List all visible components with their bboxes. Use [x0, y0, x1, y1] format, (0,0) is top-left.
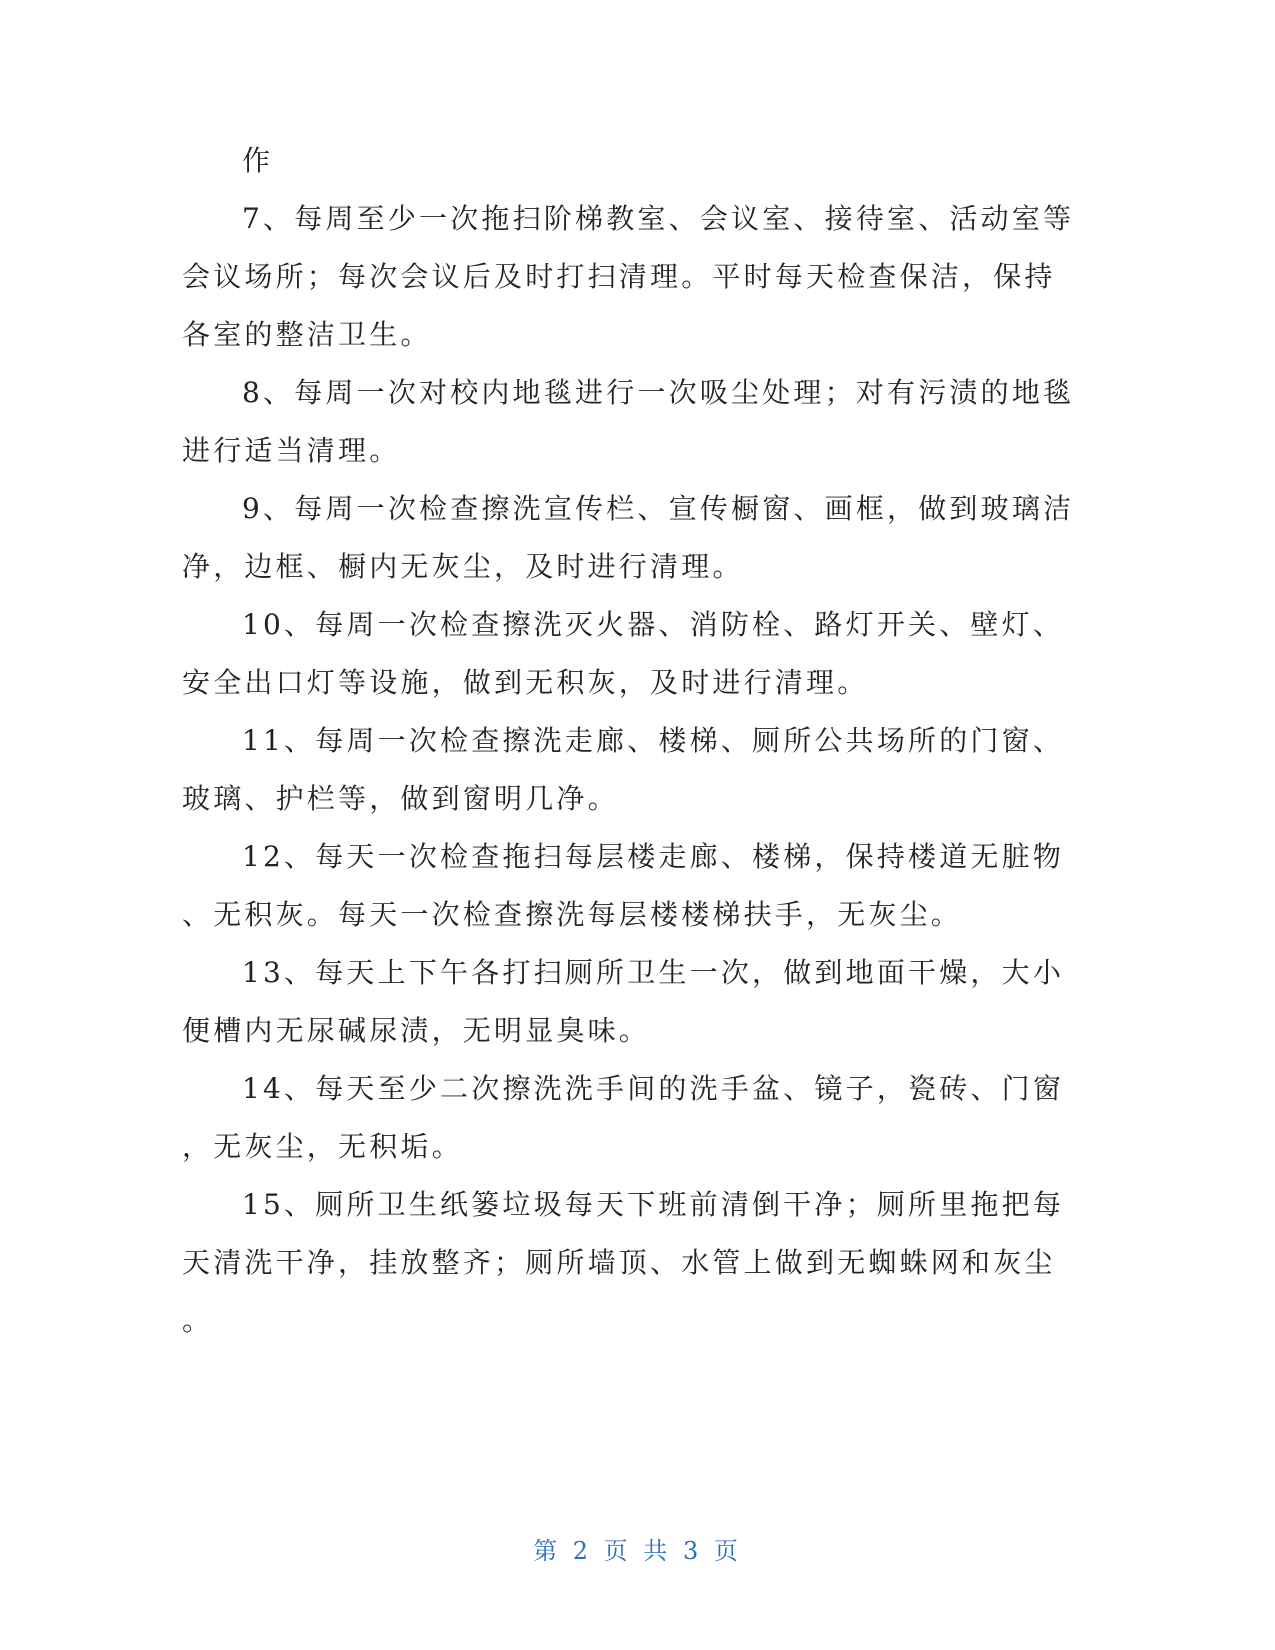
text-line-12: 玻璃、护栏等，做到窗明几净。: [182, 782, 619, 815]
text-line-1: 作: [242, 144, 274, 177]
text-line-14: 、无积灰。每天一次检查擦洗每层楼楼梯扶手，无灰尘。: [182, 898, 963, 931]
text-line-2: 7、每周至少一次拖扫阶梯教室、会议室、接待室、活动室等: [242, 202, 1075, 235]
page-number-label: 第 2 页 共 3 页: [533, 1537, 742, 1565]
text-line-19: 15、厕所卫生纸篓垃圾每天下班前清倒干净；厕所里拖把每: [242, 1188, 1065, 1221]
text-line-21: 。: [182, 1304, 214, 1337]
text-line-11: 11、每周一次检查擦洗走廊、楼梯、厕所公共场所的门窗、: [242, 724, 1065, 757]
text-line-3: 会议场所；每次会议后及时打扫清理。平时每天检查保洁，保持: [182, 260, 1056, 293]
text-line-13: 12、每天一次检查拖扫每层楼走廊、楼梯，保持楼道无脏物: [242, 840, 1065, 873]
text-line-9: 10、每周一次检查擦洗灭火器、消防栓、路灯开关、壁灯、: [242, 608, 1065, 641]
text-line-7: 9、每周一次检查擦洗宣传栏、宣传橱窗、画框，做到玻璃洁: [242, 492, 1075, 525]
text-line-5: 8、每周一次对校内地毯进行一次吸尘处理；对有污渍的地毯: [242, 376, 1075, 409]
page-footer: [0, 1536, 1275, 1566]
text-line-10: 安全出口灯等设施，做到无积灰，及时进行清理。: [182, 666, 869, 699]
text-line-17: 14、每天至少二次擦洗洗手间的洗手盆、镜子，瓷砖、门窗: [242, 1072, 1065, 1105]
text-line-8: 净，边框、橱内无灰尘，及时进行清理。: [182, 550, 744, 583]
text-line-15: 13、每天上下午各打扫厕所卫生一次，做到地面干燥，大小: [242, 956, 1065, 989]
text-line-6: 进行适当清理。: [182, 434, 401, 467]
text-line-18: ，无灰尘，无积垢。: [182, 1130, 463, 1163]
text-line-16: 便槽内无尿碱尿渍，无明显臭味。: [182, 1014, 651, 1047]
text-line-20: 天清洗干净，挂放整齐；厕所墙顶、水管上做到无蜘蛛网和灰尘: [182, 1246, 1056, 1279]
text-line-4: 各室的整洁卫生。: [182, 318, 432, 351]
